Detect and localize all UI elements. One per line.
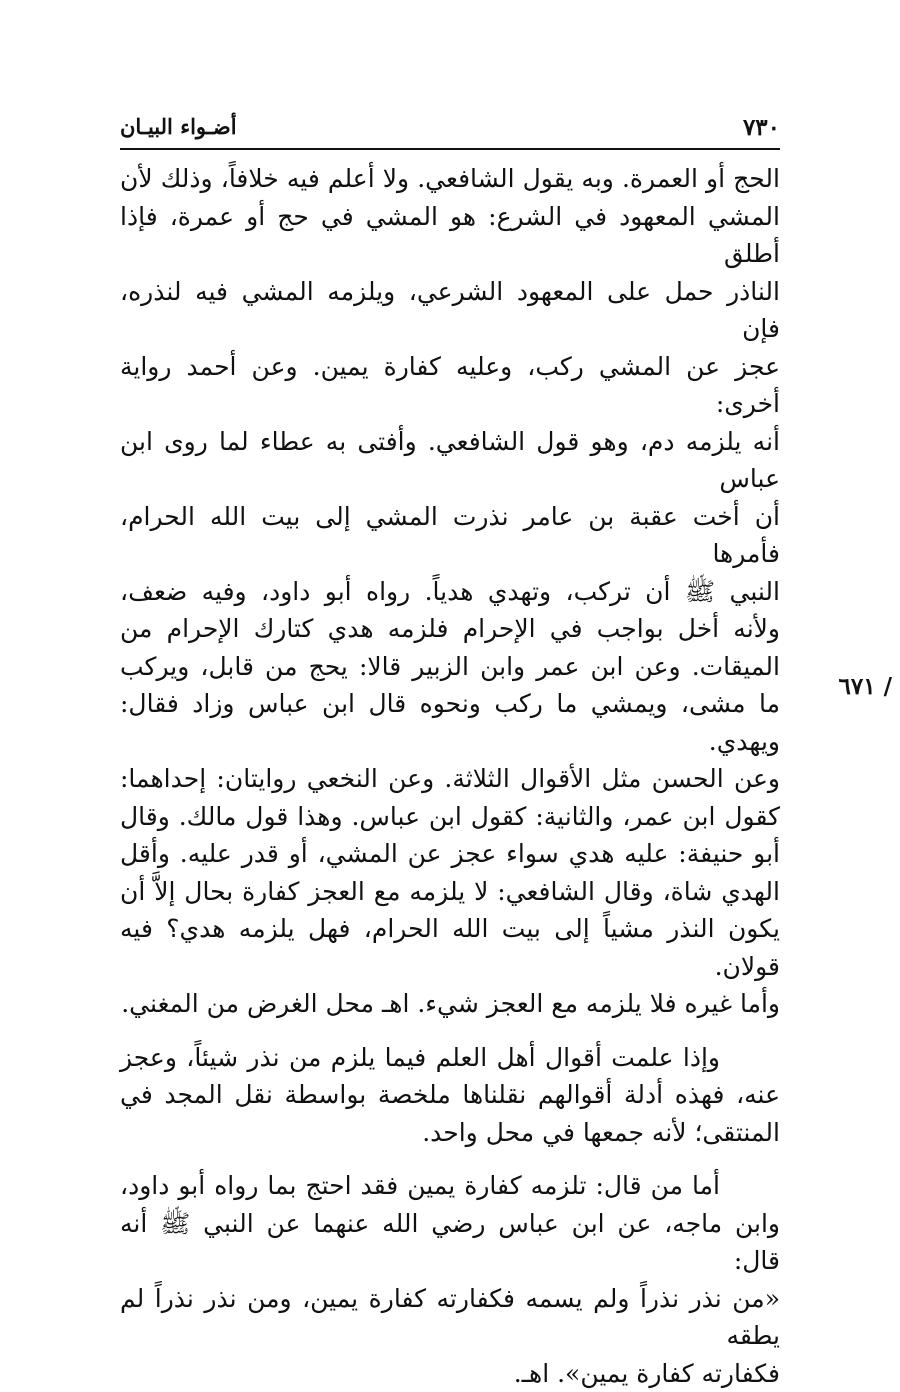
page-number: ٧٣٠	[743, 114, 780, 141]
text-line: وأما غيره فلا يلزمه مع العجز شيء. اهـ محل الغرض من المغني.	[120, 985, 780, 1023]
text-line: كقول ابن عمر، والثانية: كقول ابن عباس. وهذا قول مالك. وقال	[120, 798, 780, 836]
text-line: الحج أو العمرة. وبه يقول الشافعي. ولا أعلم فيه خلافاً، وذلك لأن	[120, 160, 780, 198]
text-line: أما من قال: تلزمه كفارة يمين فقد احتج بما رواه أبو داود،	[120, 1167, 780, 1205]
running-header	[120, 108, 780, 150]
paragraph-gap	[120, 1151, 780, 1167]
margin-page-reference: ٦٧١ /	[839, 673, 892, 700]
book-title: أضـواء البيـان	[120, 114, 237, 139]
text-line: أن أخت عقبة بن عامر نذرت المشي إلى بيت الله الحرام، فأمرها	[120, 498, 780, 573]
text-line: ما مشى، ويمشي ما ركب ونحوه قال ابن عباس وزاد فقال: ويهدي.	[120, 685, 780, 760]
text-line: يكون النذر مشياً إلى بيت الله الحرام، فهل يلزمه هدي؟ فيه قولان.	[120, 910, 780, 985]
text-line: المشي المعهود في الشرع: هو المشي في حج أو عمرة، فإذا أطلق	[120, 198, 780, 273]
paragraph-gap	[120, 1023, 780, 1039]
text-line: أنه يلزمه دم، وهو قول الشافعي. وأفتى به عطاء لما روى ابن عباس	[120, 423, 780, 498]
text-line: الهدي شاة، وقال الشافعي: لا يلزمه مع العجز كفارة بحال إلاَّ أن	[120, 873, 780, 911]
body-text	[120, 160, 780, 1392]
text-line: عجز عن المشي ركب، وعليه كفارة يمين. وعن أحمد رواية أخرى:	[120, 348, 780, 423]
text-line: ولأنه أخل بواجب في الإحرام فلزمه هدي كتارك الإحرام من	[120, 610, 780, 648]
text-line: وعن الحسن مثل الأقوال الثلاثة. وعن النخعي روايتان: إحداهما:	[120, 760, 780, 798]
text-line: وإذا علمت أقوال أهل العلم فيما يلزم من نذر شيئاً، وعجز	[120, 1039, 780, 1077]
text-line: «من نذر نذراً ولم يسمه فكفارته كفارة يمين، ومن نذر نذراً لم يطقه	[120, 1280, 780, 1355]
text-line: وابن ماجه، عن ابن عباس رضي الله عنهما عن النبي ﷺ أنه قال:	[120, 1205, 780, 1280]
text-line: المنتقى؛ لأنه جمعها في محل واحد.	[120, 1114, 780, 1152]
text-line: أبو حنيفة: عليه هدي سواء عجز عن المشي، أو قدر عليه. وأقل	[120, 835, 780, 873]
text-line: الناذر حمل على المعهود الشرعي، ويلزمه المشي فيه لنذره، فإن	[120, 273, 780, 348]
text-line: عنه، فهذه أدلة أقوالهم نقلناها ملخصة بواسطة نقل المجد في	[120, 1076, 780, 1114]
text-line: فكفارته كفارة يمين». اهـ.	[120, 1355, 780, 1392]
text-line: النبي ﷺ أن تركب، وتهدي هدياً. رواه أبو داود، وفيه ضعف،	[120, 573, 780, 611]
text-line: الميقات. وعن ابن عمر وابن الزبير قالا: يحج من قابل، ويركب	[120, 648, 780, 686]
